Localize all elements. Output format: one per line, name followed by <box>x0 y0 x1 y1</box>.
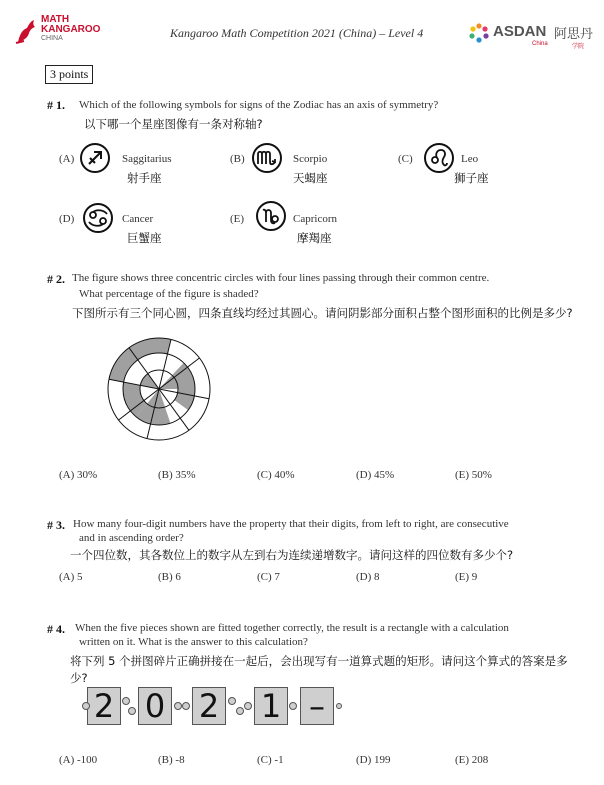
q4-text-cn-line2: 少? <box>70 671 88 685</box>
q1-option-e-en: Capricorn <box>293 213 337 225</box>
logo-text-kangaroo: KANGAROO <box>41 24 101 35</box>
logo-text-math: MATH <box>41 14 70 25</box>
q4-text-line1: When the five pieces shown are fitted together correctly, the result is a rectangle with a calculation <box>75 622 509 634</box>
q1-option-d-label: (D) <box>59 213 75 225</box>
puzzle-piece: – <box>300 687 334 725</box>
kangaroo-logo <box>14 12 124 50</box>
q3-option-d: (D) 8 <box>356 571 380 583</box>
q4-option-b: (B) -8 <box>158 754 185 766</box>
q2-text-line2: What percentage of the figure is shaded? <box>79 288 259 300</box>
asdan-logo <box>468 22 596 52</box>
puzzle-piece: 1 <box>254 687 288 725</box>
q2-option-c: (C) 40% <box>257 469 295 481</box>
leo-icon <box>424 143 454 173</box>
puzzle-pieces <box>82 687 342 727</box>
q2-text-line1: The figure shows three concentric circles with four lines passing through their common centre. <box>72 272 490 284</box>
q3-option-c: (C) 7 <box>257 571 280 583</box>
q4-option-c: (C) -1 <box>257 754 284 766</box>
q1-option-a-cn: 射手座 <box>127 171 162 185</box>
q3-option-e: (E) 9 <box>455 571 478 583</box>
q1-option-e-cn: 摩羯座 <box>297 231 332 245</box>
q1-option-d-cn: 巨蟹座 <box>127 231 162 245</box>
q4-number: # 4. <box>47 622 65 636</box>
q3-text-cn: 一个四位数，其各数位上的数字从左到右为连续递增数字。请问这样的四位数有多少个? <box>70 548 514 562</box>
puzzle-piece: 2 <box>192 687 226 725</box>
q1-text: Which of the following symbols for signs of the Zodiac has an axis of symmetry? <box>79 99 439 111</box>
q3-text-line2: and in ascending order? <box>79 532 184 544</box>
q4-text-line2: written on it. What is the answer to this calculation? <box>79 636 308 648</box>
q4-option-d: (D) 199 <box>356 754 391 766</box>
asdan-cn-sub: 学院 <box>572 43 585 50</box>
asdan-text: ASDAN <box>493 23 547 40</box>
scorpio-icon <box>252 143 282 173</box>
asdan-icon <box>468 22 490 44</box>
q2-option-b: (B) 35% <box>158 469 196 481</box>
q3-text-line1: How many four-digit numbers have the property that their digits, from left to right, are consecutive <box>73 518 509 530</box>
q3-option-b: (B) 6 <box>158 571 181 583</box>
q1-option-c-cn: 狮子座 <box>454 171 489 185</box>
asdan-cn: 阿思丹 <box>554 27 594 42</box>
q1-option-b-en: Scorpio <box>293 153 328 165</box>
q1-option-e-label: (E) <box>230 213 245 225</box>
q1-text-cn: 以下哪一个星座图像有一条对称轴? <box>84 117 263 131</box>
concentric-circles-figure <box>98 328 220 450</box>
q1-option-a-en: Saggitarius <box>122 153 172 165</box>
kangaroo-icon <box>14 18 38 44</box>
puzzle-piece: 2 <box>87 687 121 725</box>
q1-option-b-cn: 天蝎座 <box>293 171 328 185</box>
q3-number: # 3. <box>47 518 65 532</box>
puzzle-piece: 0 <box>138 687 172 725</box>
q2-number: # 2. <box>47 272 65 286</box>
q4-option-a: (A) -100 <box>59 754 98 766</box>
q2-option-e: (E) 50% <box>455 469 492 481</box>
points-label: 3 points <box>45 65 93 84</box>
asdan-sub: China <box>532 41 548 47</box>
q1-option-b-label: (B) <box>230 153 245 165</box>
q1-option-a-label: (A) <box>59 153 75 165</box>
q3-option-a: (A) 5 <box>59 571 83 583</box>
q4-option-e: (E) 208 <box>455 754 489 766</box>
q1-number: # 1. <box>47 98 65 112</box>
q2-option-a: (A) 30% <box>59 469 98 481</box>
q1-option-c-label: (C) <box>398 153 413 165</box>
puzzle-tabs <box>82 687 342 727</box>
q1-option-c-en: Leo <box>461 153 479 165</box>
capricorn-icon <box>256 201 286 231</box>
logo-text-china: CHINA <box>41 35 63 42</box>
sagittarius-icon <box>80 143 110 173</box>
page-title: Kangaroo Math Competition 2021 (China) – Level 4 <box>170 26 424 40</box>
q4-text-cn-line1: 将下列 5 个拼图碎片正确拼接在一起后，会出现写有一道算式题的矩形。请问这个算式的答案是多 <box>70 654 568 668</box>
q2-option-d: (D) 45% <box>356 469 395 481</box>
q2-text-cn: 下图所示有三个同心圆，四条直线均经过其圆心。请问阴影部分面积占整个图形面积的比例是多少? <box>72 306 573 320</box>
cancer-icon <box>83 203 113 233</box>
q1-option-d-en: Cancer <box>122 213 154 225</box>
